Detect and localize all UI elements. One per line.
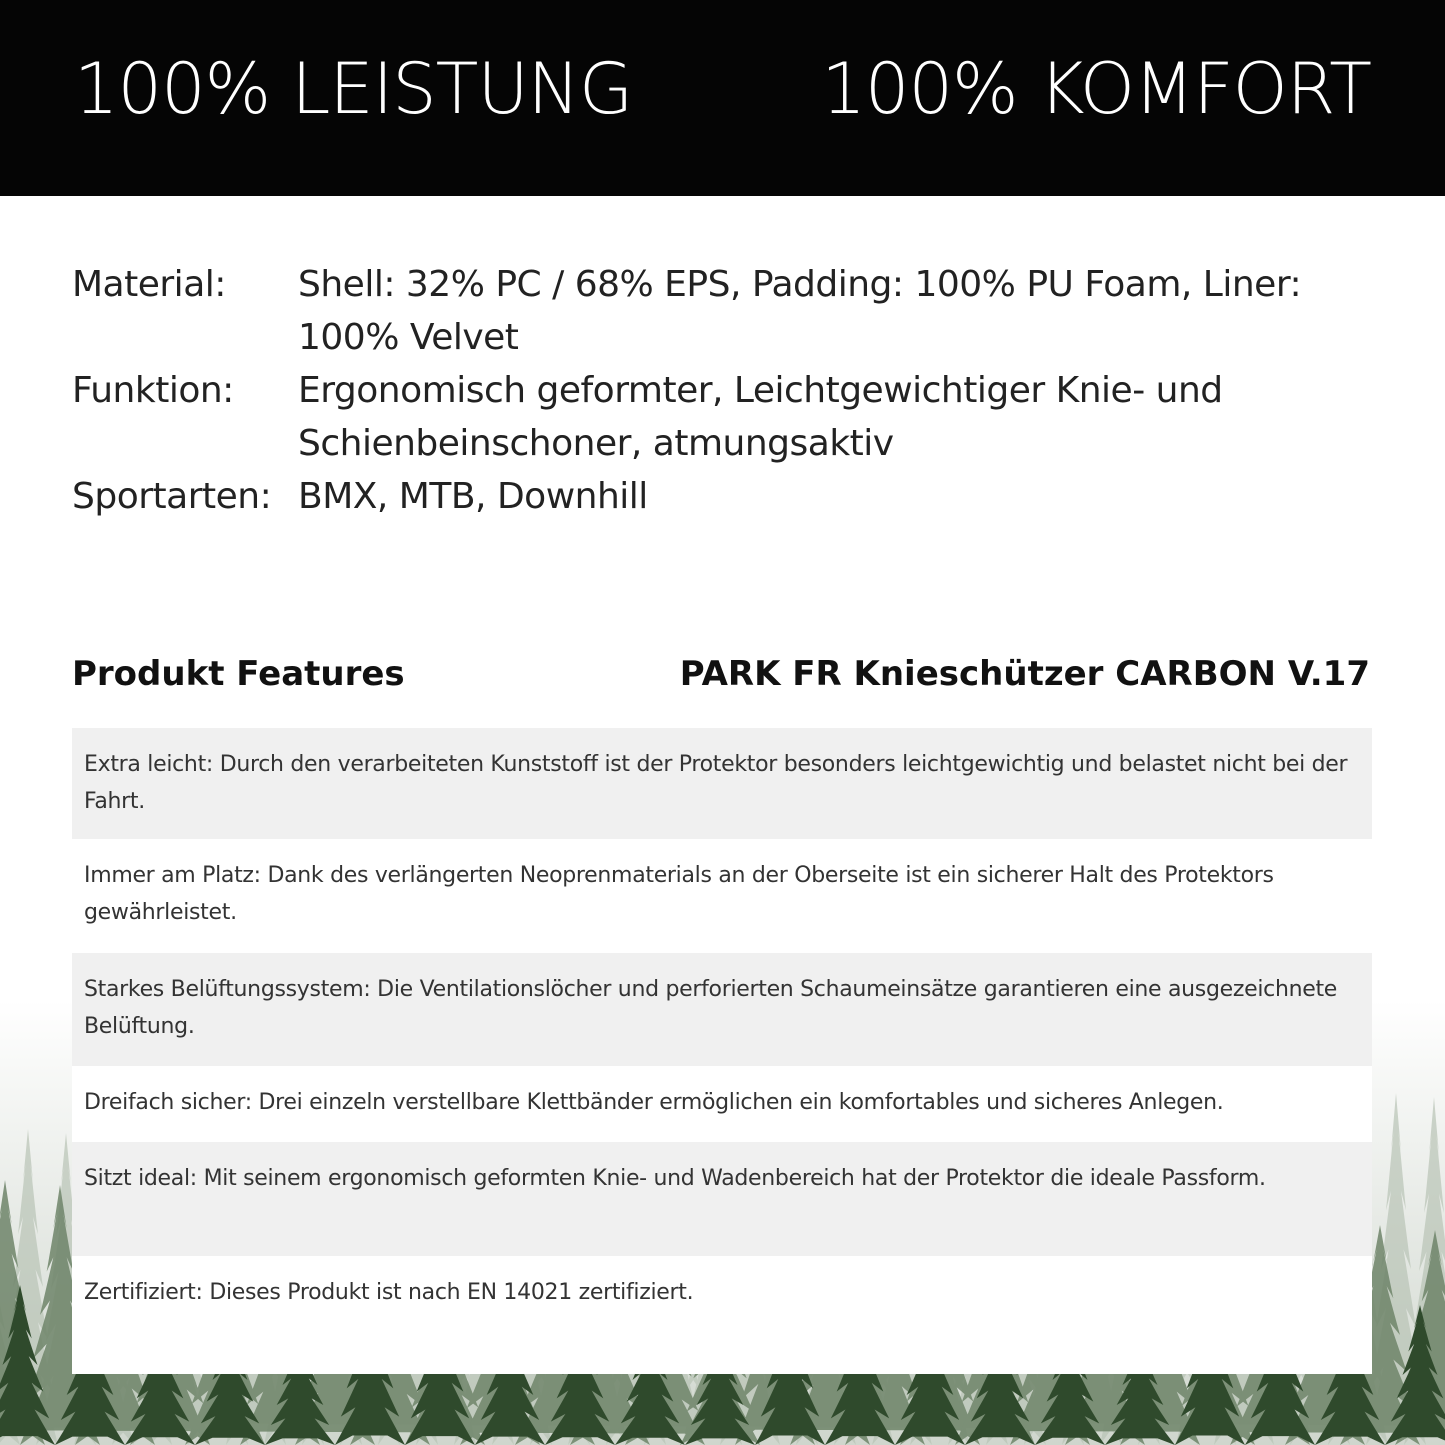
feature-row: Immer am Platz: Dank des verlängerten Neoprenmaterials an der Oberseite ist ein sicherer Halt des Protektors gewährleistet.: [72, 839, 1372, 953]
feature-row: Sitzt ideal: Mit seinem ergonomisch geformten Knie- und Wadenbereich hat der Protektor die ideale Passform.: [72, 1142, 1372, 1256]
header-banner: [0, 0, 1445, 196]
spec-label: Material:: [72, 264, 226, 305]
spec-value: Ergonomisch geformter, Leichtgewichtiger Knie- und Schienbeinschoner, atmungsaktiv: [298, 370, 1223, 464]
features-list: [72, 728, 1372, 1374]
spec-list: [72, 258, 1372, 523]
feature-row: Dreifach sicher: Drei einzeln verstellbare Klettbänder ermöglichen ein komfortables und sicheres Anlegen.: [72, 1066, 1372, 1142]
spec-row-sportarten: [72, 470, 1372, 523]
features-title: Produkt Features: [72, 654, 405, 694]
header-right-text: 100% KOMFORT: [821, 48, 1371, 130]
header-left-text: 100% LEISTUNG: [74, 48, 633, 130]
spec-label: Funktion:: [72, 370, 234, 411]
spec-value: BMX, MTB, Downhill: [298, 476, 648, 517]
feature-row: Zertifiziert: Dieses Produkt ist nach EN 14021 zertifiziert.: [72, 1256, 1372, 1374]
spec-value: Shell: 32% PC / 68% EPS, Padding: 100% PU Foam, Liner: 100% Velvet: [298, 264, 1302, 358]
features-heading: [72, 654, 1370, 694]
product-name: PARK FR Knieschützer CARBON V.17: [679, 654, 1370, 694]
spec-row-material: [72, 258, 1372, 364]
spec-row-funktion: [72, 364, 1372, 470]
feature-row: Starkes Belüftungssystem: Die Ventilationslöcher und perforierten Schaumeinsätze garantieren eine ausgezeichnete Belüftung.: [72, 953, 1372, 1066]
feature-row: Extra leicht: Durch den verarbeiteten Kunststoff ist der Protektor besonders leichtgewichtig und belastet nicht bei der Fahrt.: [72, 728, 1372, 839]
spec-label: Sportarten:: [72, 476, 272, 517]
